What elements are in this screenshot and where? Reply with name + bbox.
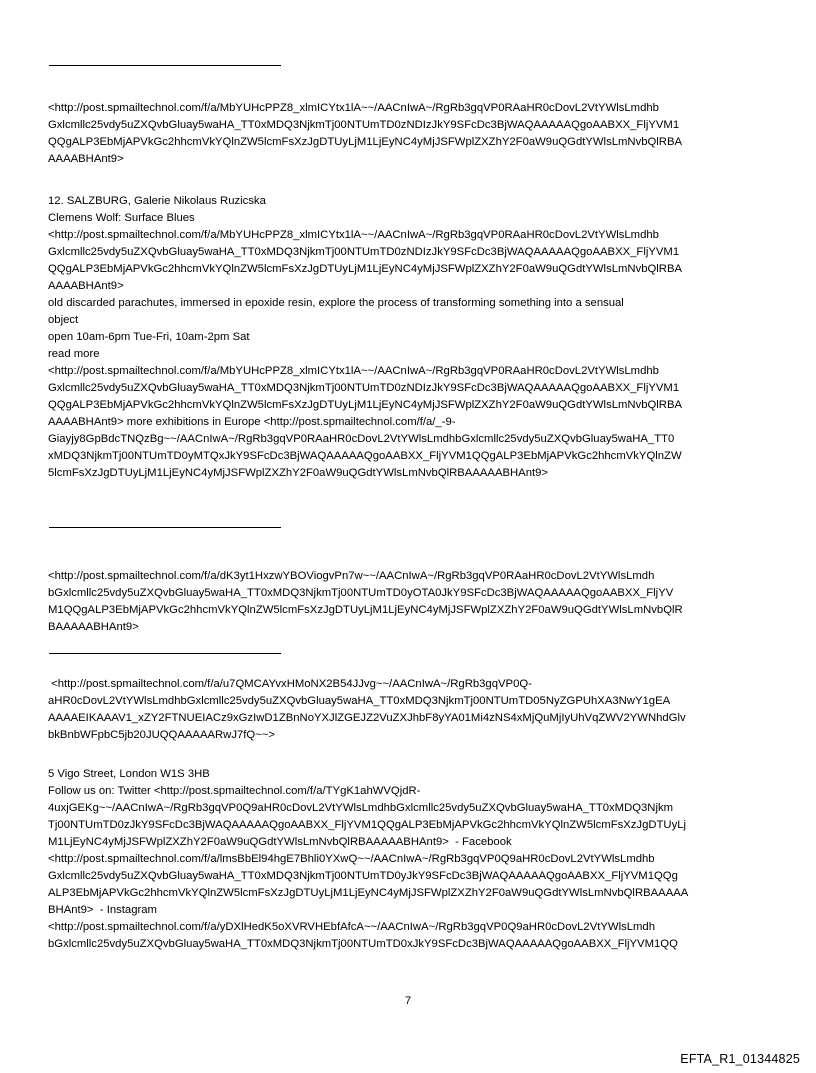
separator-rule-1 [49, 65, 281, 66]
text-line[interactable]: QQgALP3EbMjAPVkGc2hhcmVkYQlnZW5lcmFsXzJgDTUyLjM1LjEyNC4yMjJSFWplZXZhY2F0aW9uQGdtYWlsLmNvbQlRBA [48, 399, 683, 411]
text-line[interactable]: <http://post.spmailtechnol.com/f/a/MbYUHcPPZ8_xlmICYtx1lA~~/AACnIwA~/RgRb3gqVP0RAaHR0cDovL2VtYWlsLmdhb [48, 102, 659, 114]
text-line[interactable]: aHR0cDovL2VtYWlsLmdhbGxlcmllc25vdy5uZXQvbGluay5waHA_TT0xMDQ3NjkmTj00NTUmTD05NyZGPUhXA3NwY1gEA [48, 695, 671, 707]
opening-hours: open 10am-6pm Tue-Fri, 10am-2pm Sat [48, 331, 250, 343]
text-line[interactable]: QQgALP3EbMjAPVkGc2hhcmVkYQlnZW5lcmFsXzJgDTUyLjM1LjEyNC4yMjJSFWplZXZhY2F0aW9uQGdtYWlsLmNvbQlRBA [48, 136, 683, 148]
exhibition-entry-salzburg [48, 193, 772, 482]
text-line[interactable]: <http://post.spmailtechnol.com/f/a/MbYUHcPPZ8_xlmICYtx1lA~~/AACnIwA~/RgRb3gqVP0RAaHR0cDovL2VtYWlsLmdhb [48, 365, 659, 377]
text-line[interactable]: bGxlcmllc25vdy5uZXQvbGluay5waHA_TT0xMDQ3NjkmTj00NTUmTD0yOTA0JkY9SFcDc3BjWAQAAAAAQgoAABXX_FljYV [48, 587, 674, 599]
document-id-footer: EFTA_R1_01344825 [680, 1052, 800, 1066]
link-block-1 [48, 100, 772, 168]
text-line[interactable]: xMDQ3NjkmTj00NTUmTD0yMTQxJkY9SFcDc3BjWAQAAAAAQgoAABXX_FljYVM1QQgALP3EbMjAPVkGc2hhcmVkYQlnZW [48, 450, 682, 462]
text-line[interactable]: Tj00NTUmTD0zJkY9SFcDc3BjWAQAAAAAQgoAABXX_FljYVM1QQgALP3EbMjAPVkGc2hhcmVkYQlnZW5lcmFsXzJgDTUyLj [48, 819, 687, 831]
text-line[interactable]: 5lcmFsXzJgDTUyLjM1LjEyNC4yMjJSFWplZXZhY2F0aW9uQGdtYWlsLmNvbQlRBAAAAABHAnt9> [48, 467, 549, 479]
link-block-3 [48, 568, 772, 636]
text-line[interactable]: Gxlcmllc25vdy5uZXQvbGluay5waHA_TT0xMDQ3NjkmTj00NTUmTD0zNDIzJkY9SFcDc3BjWAQAAAAAQgoAABXX_FljYVM1 [48, 119, 680, 131]
exhibition-title: Clemens Wolf: Surface Blues [48, 212, 195, 224]
text-line[interactable]: ALP3EbMjAPVkGc2hhcmVkYQlnZW5lcmFsXzJgDTUyLjM1LjEyNC4yMjJSFWplZXZhY2F0aW9uQGdtYWlsLmNvbQlRBAAAAA [48, 887, 689, 899]
text-line[interactable]: <http://post.spmailtechnol.com/f/a/MbYUHcPPZ8_xlmICYtx1lA~~/AACnIwA~/RgRb3gqVP0RAaHR0cDovL2VtYWlsLmdhb [48, 229, 659, 241]
text-line[interactable]: Gxlcmllc25vdy5uZXQvbGluay5waHA_TT0xMDQ3NjkmTj00NTUmTD0zNDIzJkY9SFcDc3BjWAQAAAAAQgoAABXX_FljYVM1 [48, 246, 680, 258]
text-line[interactable]: AAAABHAnt9> [48, 153, 124, 165]
contact-footer-block [48, 766, 772, 953]
instagram-link[interactable]: BHAnt9> - Instagram [48, 904, 157, 916]
text-line[interactable]: bGxlcmllc25vdy5uZXQvbGluay5waHA_TT0xMDQ3NjkmTj00NTUmTD0xJkY9SFcDc3BjWAQAAAAAQgoAABXX_FljYVM1QQ [48, 938, 678, 950]
text-line[interactable]: 4uxjGEKg~~/AACnIwA~/RgRb3gqVP0Q9aHR0cDovL2VtYWlsLmdhbGxlcmllc25vdy5uZXQvbGluay5waHA_TT0xMDQ3Njkm [48, 802, 674, 814]
exhibition-description: old discarded parachutes, immersed in epoxide resin, explore the process of transforming something into a sensual [48, 297, 624, 309]
text-line[interactable]: <http://post.spmailtechnol.com/f/a/dK3yt1HxzwYBOViogvPn7w~~/AACnIwA~/RgRb3gqVP0RAaHR0cDovL2VtYWlsLmdh [48, 570, 655, 582]
exhibition-heading: 12. SALZBURG, Galerie Nikolaus Ruzicska [48, 195, 266, 207]
text-line[interactable]: bkBnbWFpbC5jb20JUQQAAAAARwJ7fQ~~> [48, 729, 275, 741]
text-line[interactable]: <http://post.spmailtechnol.com/f/a/yDXlHedK5oXVRVHEbfAfcA~~/AACnIwA~/RgRb3gqVP0Q9aHR0cDovL2VtYWlsLmdh [48, 921, 655, 933]
follow-twitter-link[interactable]: Follow us on: Twitter <http://post.spmailtechnol.com/f/a/TYgK1ahWVQjdR- [48, 785, 421, 797]
address-line: 5 Vigo Street, London W1S 3HB [48, 768, 210, 780]
more-exhibitions-link[interactable]: AAAABHAnt9> more exhibitions in Europe <http://post.spmailtechnol.com/f/a/_-9- [48, 416, 456, 428]
text-line[interactable]: Gxlcmllc25vdy5uZXQvbGluay5waHA_TT0xMDQ3NjkmTj00NTUmTD0yJkY9SFcDc3BjWAQAAAAAQgoAABXX_FljYVM1QQg [48, 870, 678, 882]
separator-rule-3 [49, 653, 281, 654]
text-line[interactable]: BAAAAABHAnt9> [48, 621, 139, 633]
link-block-4 [48, 676, 772, 744]
exhibition-description: object [48, 314, 79, 326]
text-line[interactable]: Giayjy8GpBdcTNQzBg~~/AACnIwA~/RgRb3gqVP0RAaHR0cDovL2VtYWlsLmdhbGxlcmllc25vdy5uZXQvbGluay5waHA_TT0 [48, 433, 675, 445]
text-line[interactable]: AAAAEIKAAAV1_xZY2FTNUEIACz9xGzIwD1ZBnNoYXJlZGEJZ2VuZXJhbF8yYA01Mi4zNS4xMjQuMjIyUhVqZWV2YWNhdGlv [48, 712, 686, 724]
text-line[interactable]: Gxlcmllc25vdy5uZXQvbGluay5waHA_TT0xMDQ3NjkmTj00NTUmTD0zNDIzJkY9SFcDc3BjWAQAAAAAQgoAABXX_FljYVM1 [48, 382, 680, 394]
read-more-link[interactable]: read more [48, 348, 100, 360]
page-number: 7 [404, 995, 412, 1007]
text-line[interactable]: <http://post.spmailtechnol.com/f/a/lmsBbEl94hgE7Bhli0YXwQ~~/AACnIwA~/RgRb3gqVP0Q9aHR0cDovL2VtYWlsLmdhb [48, 853, 655, 865]
separator-rule-2 [49, 527, 281, 528]
text-line[interactable]: <http://post.spmailtechnol.com/f/a/u7QMCAYvxHMoNX2B54JJvg~~/AACnIwA~/RgRb3gqVP0Q- [48, 678, 532, 690]
text-line[interactable]: M1QQgALP3EbMjAPVkGc2hhcmVkYQlnZW5lcmFsXzJgDTUyLjM1LjEyNC4yMjJSFWplZXZhY2F0aW9uQGdtYWlsLmNvbQlR [48, 604, 683, 616]
facebook-link[interactable]: M1LjEyNC4yMjJSFWplZXZhY2F0aW9uQGdtYWlsLmNvbQlRBAAAAABHAnt9> - Facebook [48, 836, 512, 848]
text-line[interactable]: QQgALP3EbMjAPVkGc2hhcmVkYQlnZW5lcmFsXzJgDTUyLjM1LjEyNC4yMjJSFWplZXZhY2F0aW9uQGdtYWlsLmNvbQlRBA [48, 263, 683, 275]
text-line[interactable]: AAAABHAnt9> [48, 280, 124, 292]
